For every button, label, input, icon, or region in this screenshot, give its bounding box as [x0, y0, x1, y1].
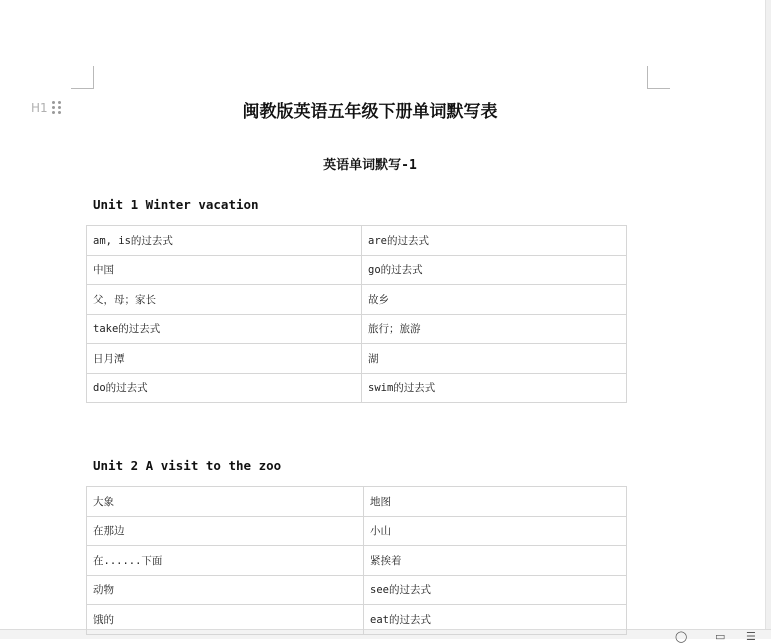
table-cell[interactable]: eat的过去式: [364, 605, 627, 635]
table-row: [87, 344, 627, 374]
table-row: [87, 373, 627, 403]
table-cell[interactable]: take的过去式: [87, 314, 362, 344]
table-cell[interactable]: are的过去式: [362, 226, 627, 256]
table-cell[interactable]: am, is的过去式: [87, 226, 362, 256]
table-cell[interactable]: 父，母；家长: [87, 285, 362, 315]
table-row: [87, 516, 627, 546]
table-row: [87, 487, 627, 517]
table-row: [87, 226, 627, 256]
table-cell[interactable]: swim的过去式: [362, 373, 627, 403]
page-view-icon[interactable]: ▭: [715, 630, 726, 643]
table-cell[interactable]: 故乡: [362, 285, 627, 315]
table-row: [87, 575, 627, 605]
table-cell[interactable]: do的过去式: [87, 373, 362, 403]
drag-handle-icon[interactable]: [52, 101, 62, 115]
heading-level-marker[interactable]: H1: [31, 101, 48, 115]
table-cell[interactable]: see的过去式: [364, 575, 627, 605]
unit-1-vocab-table: [86, 225, 627, 403]
table-cell[interactable]: 小山: [364, 516, 627, 546]
table-cell[interactable]: 在那边: [87, 516, 364, 546]
table-cell[interactable]: 大象: [87, 487, 364, 517]
unit-1-heading[interactable]: Unit 1 Winter vacation: [93, 197, 259, 212]
table-cell[interactable]: 中国: [87, 255, 362, 285]
table-cell[interactable]: 饿的: [87, 605, 364, 635]
table-cell[interactable]: 日月潭: [87, 344, 362, 374]
table-cell[interactable]: 在......下面: [87, 546, 364, 576]
document-subtitle[interactable]: 英语单词默写-1: [323, 158, 417, 173]
page-margin-corner-right: [647, 66, 670, 89]
outline-view-icon[interactable]: ☰: [746, 630, 756, 643]
page-margin-corner-left: [71, 66, 94, 89]
table-row: [87, 605, 627, 635]
table-cell[interactable]: 湖: [362, 344, 627, 374]
table-cell[interactable]: 地图: [364, 487, 627, 517]
table-row: [87, 546, 627, 576]
table-cell[interactable]: 旅行；旅游: [362, 314, 627, 344]
vertical-scrollbar[interactable]: [765, 0, 771, 630]
zoom-icon[interactable]: ◯: [675, 630, 688, 643]
table-row: [87, 255, 627, 285]
table-cell[interactable]: go的过去式: [362, 255, 627, 285]
table-row: [87, 314, 627, 344]
unit-2-heading[interactable]: Unit 2 A visit to the zoo: [93, 458, 282, 473]
document-title[interactable]: 闽教版英语五年级下册单词默写表: [242, 102, 498, 122]
table-row: [87, 285, 627, 315]
table-cell[interactable]: 动物: [87, 575, 364, 605]
unit-2-vocab-table: [86, 486, 627, 635]
table-cell[interactable]: 紧挨着: [364, 546, 627, 576]
